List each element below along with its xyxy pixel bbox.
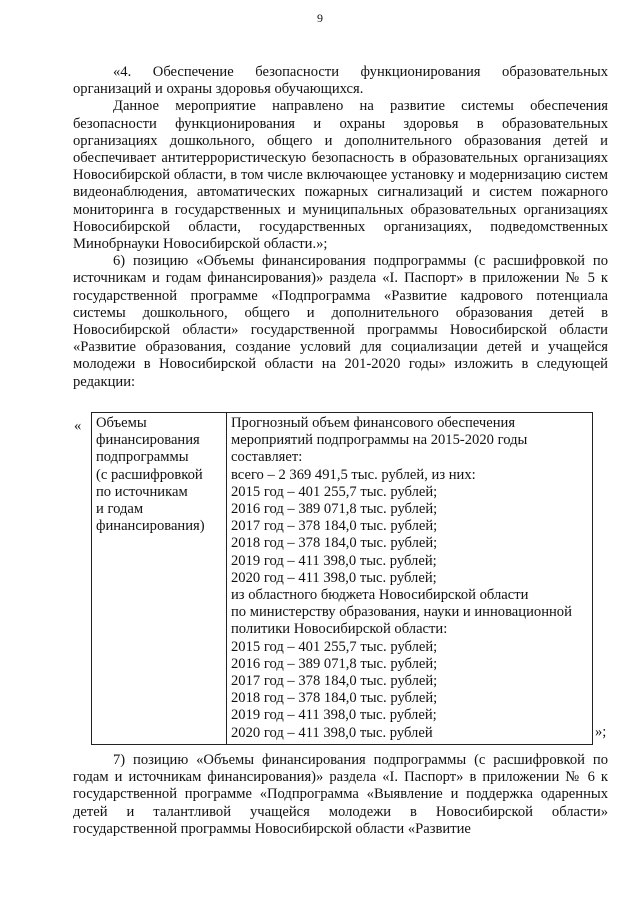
table-cell-line: всего – 2 369 491,5 тыс. рублей, из них:: [231, 466, 476, 483]
table-cell-line: по источникам: [96, 483, 188, 500]
table-cell-line: из областного бюджета Новосибирской области: [231, 587, 529, 604]
paragraph-section-4-description: Данное мероприятие направлено на развитие системы обеспечения безопасности функционирования и охраны здоровья в образовательных организациях дошкольного, общего и дополнительного образования детей и обеспечивает антитеррористическую безопасность в образовательных организациях Новосибирской области, в том числе включающее установку и модернизацию систем видеонаблюдения, автоматических пожарных сигнализаций и систем пожарного мониторинга в государственных и муниципальных образовательных организациях Новосибирской области, государственных организациях, подведомственных Минобрнауки Новосибирской области.»;: [73, 98, 608, 253]
table-cell-line: 2019 год – 411 398,0 тыс. рублей;: [231, 552, 437, 569]
table-cell-line: политики Новосибирской области:: [231, 621, 448, 638]
table-cell-line: финансирования: [96, 432, 200, 449]
table-cell-line: 2020 год – 411 398,0 тыс. рублей: [231, 724, 433, 741]
table-cell-line: 2018 год – 378 184,0 тыс. рублей;: [231, 535, 438, 552]
table-cell-line: 2017 год – 378 184,0 тыс. рублей;: [231, 673, 438, 690]
paragraph-item-7: 7) позицию «Объемы финансирования подпрограммы (с расшифровкой по годам и источникам финансирования)» раздела «I. Паспорт» в приложении № 6 к государственной программе «Подпрограмма «Выявление и поддержка одаренных детей и талантливой учащейся молодежи в Новосибирской области» государственной программы Новосибирской области «Развитие: [73, 752, 608, 837]
table-cell-line: 2016 год – 389 071,8 тыс. рублей;: [231, 501, 438, 518]
body-text-top: [73, 64, 608, 391]
table-cell-line: мероприятий подпрограммы на 2015-2020 годы: [231, 432, 528, 449]
table-cell-line: Прогнозный объем финансового обеспечения: [231, 415, 516, 431]
table-cell-position-name: [92, 413, 227, 745]
table-close-quote: »;: [595, 724, 607, 740]
table-cell-line: 2020 год – 411 398,0 тыс. рублей;: [231, 569, 437, 586]
table-cell-line: (с расшифровкой: [96, 466, 203, 483]
table-cell-line: 2017 год – 378 184,0 тыс. рублей;: [231, 518, 438, 535]
table-row: [92, 413, 593, 745]
table-cell-line: подпрограммы: [96, 449, 189, 466]
paragraph-section-4-title: «4. Обеспечение безопасности функционирования образовательных организаций и охраны здоровья обучающихся.: [73, 64, 608, 98]
body-text-bottom: [73, 752, 608, 838]
table-cell-line: 2016 год – 389 071,8 тыс. рублей;: [231, 655, 438, 672]
table-cell-line: и годам: [96, 501, 144, 518]
table-cell-line: 2018 год – 378 184,0 тыс. рублей;: [231, 690, 438, 707]
page-number: 9: [317, 11, 323, 25]
table-open-quote: «: [74, 418, 82, 434]
table-cell-line: по министерству образования, науки и инновационной: [231, 604, 572, 621]
table-cell-line: 2015 год – 401 255,7 тыс. рублей;: [231, 638, 438, 655]
table-cell-line: Объемы: [96, 415, 147, 431]
table-cell-line: финансирования): [96, 518, 205, 535]
table-cell-line: 2019 год – 411 398,0 тыс. рублей;: [231, 707, 437, 724]
table-cell-financing-values: [227, 413, 593, 745]
table-cell-line: 2015 год – 401 255,7 тыс. рублей;: [231, 483, 438, 500]
passport-financing-table: [91, 412, 593, 745]
paragraph-item-6: 6) позицию «Объемы финансирования подпрограммы (с расшифровкой по источникам и годам финансирования)» раздела «I. Паспорт» в приложении № 5 к государственной программе «Подпрограмма «Развитие кадрового потенциала системы дошкольного, общего и дополнительного образования детей в Новосибирской области» государственной программы Новосибирской области «Развитие образования, создание условий для социализации детей и учащейся молодежи в Новосибирской области на 201-2020 годы» изложить в следующей редакции:: [73, 253, 608, 390]
table-cell-line: составляет:: [231, 449, 303, 466]
